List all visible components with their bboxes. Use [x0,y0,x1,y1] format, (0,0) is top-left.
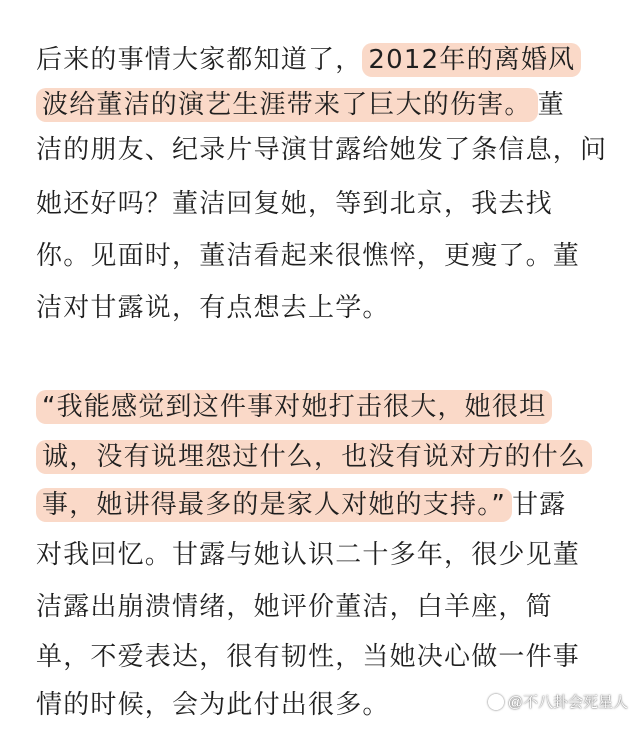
paragraph-2-line-2 [36,430,592,484]
highlighted-text: 事，她讲得最多的是家人对她的支持。” [36,488,512,522]
highlighted-text: 诚，没有说埋怨过什么，也没有说对方的什么 [36,440,592,474]
watermark [488,691,628,712]
text-segment: 单，不爱表达，很有韧性，当她决心做一件事 [36,642,581,672]
text-segment: 洁的朋友、纪录片导演甘露给她发了条信息，问 [36,135,608,165]
text-segment: 对我回忆。甘露与她认识二十多年，很少见董 [36,540,581,570]
text-segment: 情的时候，会为此付出很多。 [36,690,390,720]
text-segment: 你。见面时，董洁看起来很憔悴，更瘦了。董 [36,241,581,271]
paragraph-1-line-3 [36,123,607,177]
text-segment: 董 [537,90,565,120]
highlighted-text: 波给董洁的演艺生涯带来了巨大的伤害。 [36,88,538,122]
watermark-text: @不八卦会死星人 [507,694,628,711]
text-segment: 后来的事情大家都知道了， [36,45,363,75]
paragraph-2-line-5 [36,580,553,634]
paragraph-1-line-6 [36,281,390,335]
text-segment: 她还好吗？董洁回复她，等到北京，我去找 [36,189,553,219]
text-segment: 洁对甘露说，有点想去上学。 [36,293,390,323]
highlighted-text: 2012年的离婚风 [362,43,581,77]
paragraph-2-line-4 [36,528,580,582]
paragraph-2-line-6 [36,630,580,684]
paragraph-2-line-3 [36,478,566,532]
highlighted-text: “我能感觉到这件事对她打击很大，她很坦 [36,390,552,424]
paragraph-1-line-5 [36,229,580,283]
paragraph-2-line-1 [36,380,552,434]
paragraph-1-line-4 [36,177,553,231]
text-segment: 甘露 [512,490,567,520]
watermark-logo-icon [488,694,504,710]
text-segment: 洁露出崩溃情绪，她评价董洁，白羊座，简 [36,592,553,622]
